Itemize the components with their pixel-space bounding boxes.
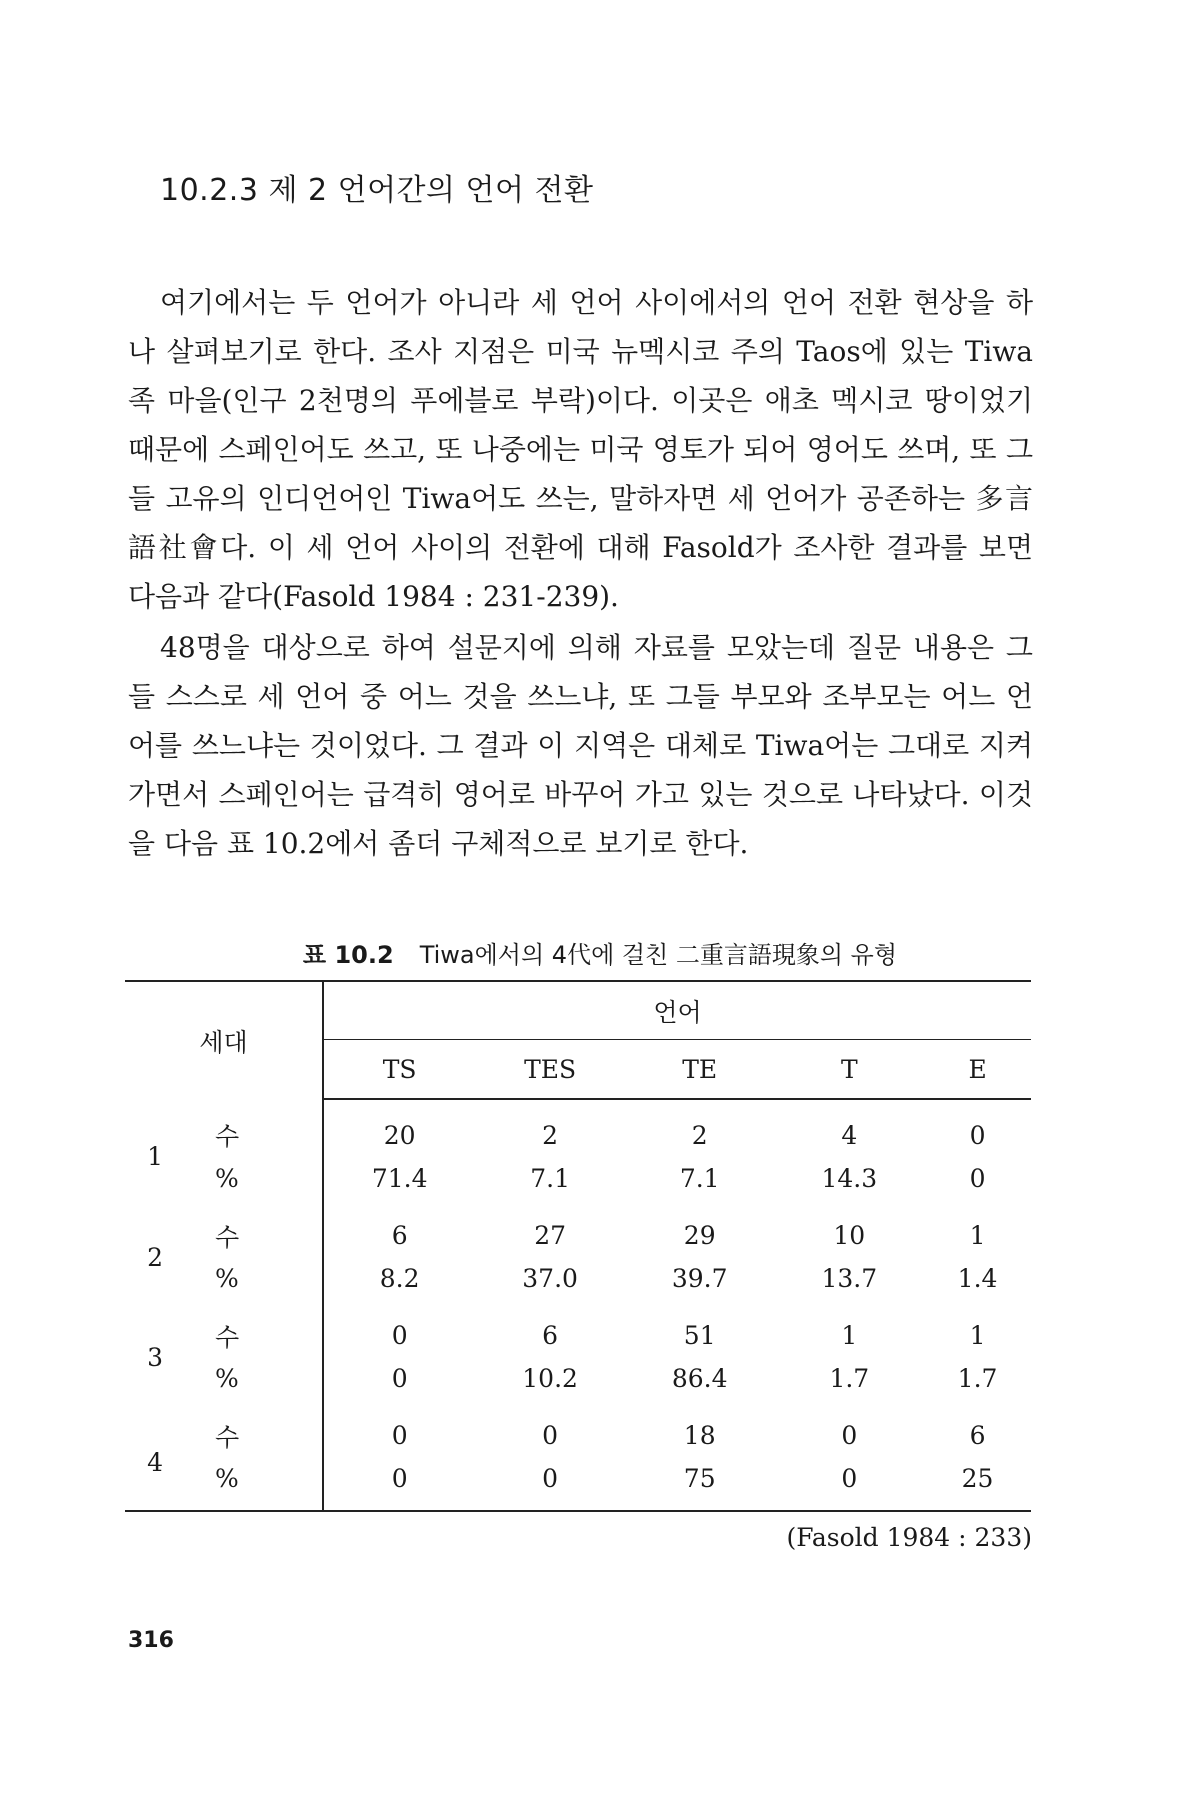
table-cell: 0 [391, 1364, 408, 1393]
generation-cell: 2 [147, 1242, 163, 1272]
count-label: 수 [165, 1200, 323, 1257]
percent-label: % [165, 1357, 323, 1400]
paragraph-2: 48명을 대상으로 하여 설문지에 의해 자료를 모았는데 질문 내용은 그들 스스로 세 언어 중 어느 것을 쓰느냐, 또 그들 부모와 조부모는 어느 언어를 쓰느냐는 것이었다. 그 결과 이 지역은 대체로 Tiwa어는 그대로 지켜 가면서 스페인어는 급격히 영어로 바꾸어 가고 있는 것으로 나타났다. 이것을 다음 표 10.2에서 좀더 구체적으로 보기로 한다. [128, 631, 1033, 860]
table-cell: 1.7 [957, 1364, 998, 1393]
table-row [125, 1300, 1031, 1357]
table-cell: 0 [391, 1421, 408, 1450]
table-cell: 1 [841, 1321, 858, 1350]
table-cell: 18 [683, 1421, 716, 1450]
table-cell: 39.7 [671, 1264, 728, 1293]
table-cell: 7.1 [530, 1164, 570, 1193]
table-cell: 1.4 [957, 1264, 998, 1293]
table-cell: 75 [625, 1457, 775, 1511]
page-number: 316 [128, 1628, 174, 1653]
table-cell: 0 [841, 1421, 858, 1450]
table-row [125, 1200, 1031, 1257]
table-cell: 2 [691, 1121, 708, 1150]
generation-cell: 3 [147, 1342, 163, 1372]
table-cell: 0 [391, 1321, 408, 1350]
table-cell: 86.4 [671, 1364, 728, 1393]
paragraph-1: 여기에서는 두 언어가 아니라 세 언어 사이에서의 언어 전환 현상을 하나 살펴보기로 한다. 조사 지점은 미국 뉴멕시코 주의 Taos에 있는 Tiwa족 마을(인구 2천명의 푸에블로 부락)이다. 이곳은 애초 멕시코 땅이었기 때문에 스페인어도 쓰고, 또 나중에는 미국 영토가 되어 영어도 쓰며, 또 그들 고유의 인디언어인 Tiwa어도 쓰는, 말하자면 세 언어가 공존하는 多言語社會다. 이 세 언어 사이의 전환에 대해 Fasold가 조사한 결과를 보면 다음과 같다(Fasold 1984 : 231-239). [128, 286, 1033, 613]
table-row [125, 1400, 1031, 1457]
table-cell: 13.7 [821, 1264, 878, 1293]
table-cell: 2 [542, 1121, 559, 1150]
column-header: TES [475, 1040, 625, 1100]
percent-label: % [165, 1157, 323, 1200]
table-cell: 0 [969, 1164, 986, 1193]
column-header: T [775, 1040, 925, 1100]
count-label: 수 [165, 1099, 323, 1157]
column-header: TE [625, 1040, 775, 1100]
table-row [125, 1099, 1031, 1157]
table-cell: 6 [969, 1421, 986, 1450]
table-source: (Fasold 1984 : 233) [786, 1523, 1032, 1552]
table-cell: 51 [683, 1321, 716, 1350]
generation-cell: 4 [125, 1400, 165, 1511]
table-row [125, 1457, 1031, 1511]
bilingualism-table [125, 980, 1031, 1512]
section-heading: 10.2.3 제 2 언어간의 언어 전환 [160, 173, 594, 208]
table-cell: 0 [775, 1457, 925, 1511]
percent-label: % [165, 1257, 323, 1300]
table-row [125, 1157, 1031, 1200]
table-row [125, 1357, 1031, 1400]
table-cell: 37.0 [522, 1264, 578, 1293]
language-header: 언어 [323, 981, 1031, 1040]
table-cell: 0 [475, 1457, 625, 1511]
table-cell: 0 [969, 1121, 986, 1150]
table-cell: 14.3 [821, 1164, 878, 1193]
table-cell: 0 [323, 1457, 475, 1511]
table-cell: 4 [841, 1121, 858, 1150]
table-cell: 6 [391, 1221, 408, 1250]
table-cell: 71.4 [371, 1164, 428, 1193]
table-cell: 0 [542, 1421, 559, 1450]
count-label: 수 [165, 1400, 323, 1457]
table-cell: 1 [969, 1321, 986, 1350]
table-cell: 1.7 [829, 1364, 870, 1393]
table-caption [0, 935, 1200, 970]
table-cell: 29 [683, 1221, 716, 1250]
percent-label: % [165, 1457, 323, 1511]
table-cell: 27 [534, 1221, 566, 1250]
column-header: TS [323, 1040, 475, 1100]
table-cell: 10.2 [522, 1364, 578, 1393]
generation-cell: 1 [147, 1142, 163, 1171]
table-cell: 8.2 [379, 1264, 420, 1293]
column-header: E [924, 1040, 1031, 1100]
table-cell: 7.1 [679, 1164, 720, 1193]
count-label: 수 [165, 1300, 323, 1357]
table-label: 표 10.2 [302, 941, 394, 969]
table-title: Tiwa에서의 4代에 걸친 二重言語現象의 유형 [419, 941, 898, 969]
table-cell: 6 [542, 1321, 559, 1350]
table-cell: 1 [969, 1221, 986, 1250]
table-cell: 10 [833, 1221, 866, 1250]
table-cell: 20 [383, 1121, 416, 1150]
generation-header: 세대 [125, 981, 323, 1099]
table-cell: 25 [924, 1457, 1031, 1511]
table-row [125, 1257, 1031, 1300]
